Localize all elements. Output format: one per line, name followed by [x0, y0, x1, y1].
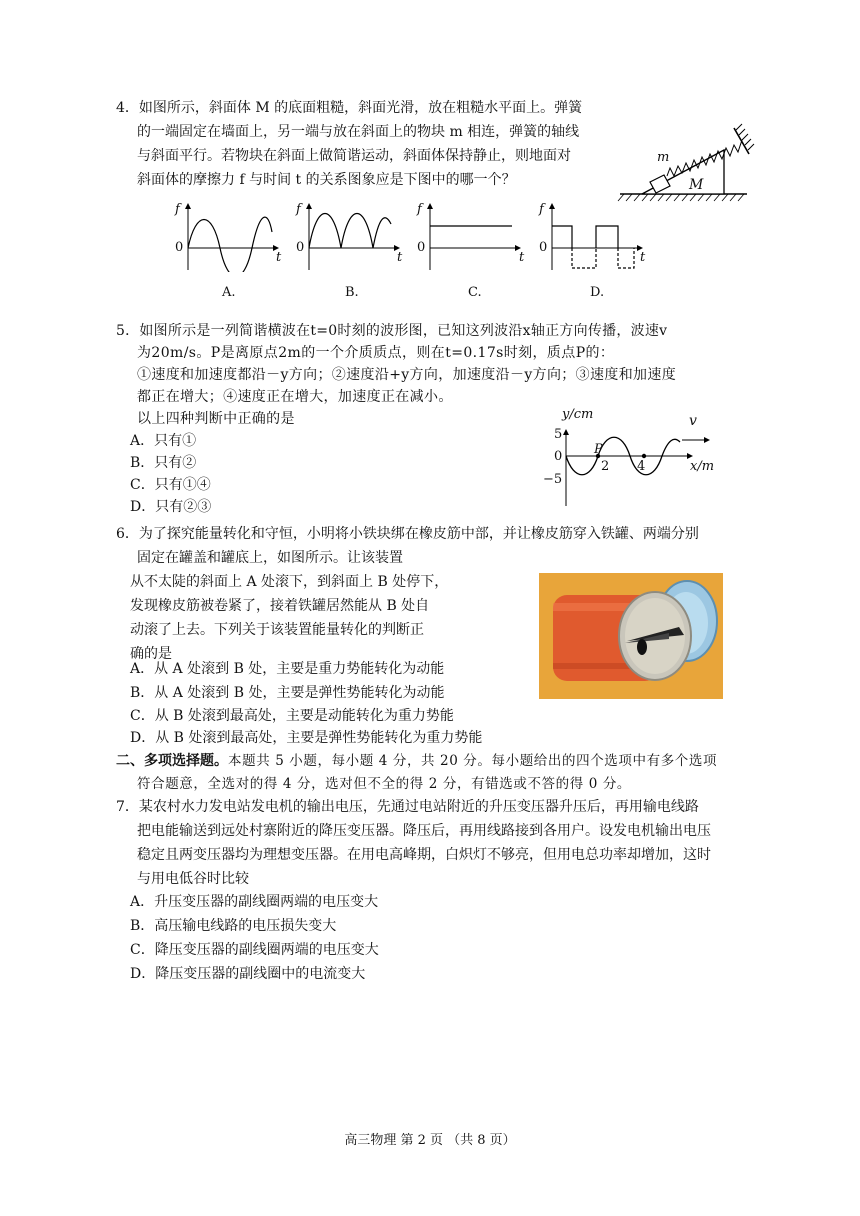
graph-c-x: t: [519, 250, 525, 265]
q6-line-4: 发现橡皮筋被卷紧了，接着铁罐居然能从 B 处自: [130, 598, 430, 614]
q7-line-2: 把电能输送到远处村寨附近的降压变压器。降压后，再用线路接到各用户。设发电机输出电压: [137, 823, 711, 839]
graph-d-x: t: [640, 250, 646, 265]
q4-line-4: 斜面体的摩擦力 f 与时间 t 的关系图象应是下图中的哪一个？: [137, 172, 516, 188]
q5-line-4: 都正在增大；④速度正在增大，加速度正在减小。: [137, 389, 453, 405]
q6-line-5: 动滚了上去。下列关于该装置能量转化的判断正: [130, 622, 424, 638]
option-c-label: C.: [468, 285, 482, 300]
incline-spring-figure: [612, 110, 757, 206]
q5-line-5: 以上四种判断中正确的是: [137, 411, 295, 427]
q5-option-d: D．只有②③: [130, 499, 212, 515]
iron-can-photo: [539, 573, 723, 699]
q6-option-d: D．从 B 处滚到最高处，主要是弹性势能转化为重力势能: [130, 730, 483, 746]
q5-option-c: C．只有①④: [130, 477, 211, 493]
graph-c-origin: 0: [417, 240, 426, 255]
page-footer: 高三物理 第 2 页 （共 8 页）: [344, 1133, 516, 1148]
graph-d-y: f: [539, 202, 544, 217]
q5-line-3: ①速度和加速度都沿－y方向；②速度沿+y方向，加速度沿－y方向；③速度和加速度: [137, 367, 677, 383]
graph-c-y: f: [417, 202, 422, 217]
graph-b: [303, 202, 403, 272]
graph-b-y: f: [296, 202, 301, 217]
graph-b-x: t: [397, 250, 403, 265]
wave-y-0: 0: [554, 449, 563, 464]
q6-option-c: C．从 B 处滚到最高处，主要是动能转化为重力势能: [130, 708, 454, 724]
q4-line-2: 的一端固定在墙面上，另一端与放在斜面上的物块 m 相连，弹簧的轴线: [137, 124, 580, 140]
q6-line-2: 固定在罐盖和罐底上，如图所示。让该装置: [137, 550, 403, 566]
wave-x-tick-2: 2: [601, 459, 610, 474]
q4-line-3: 与斜面平行。若物块在斜面上做简谐运动，斜面体保持静止，则地面对: [137, 148, 571, 164]
graph-b-origin: 0: [296, 240, 305, 255]
q6-line-6: 确的是: [130, 646, 172, 662]
wave-y-neg5: −5: [543, 472, 563, 487]
q7-option-b: B．高压输电线路的电压损失变大: [130, 918, 337, 934]
q7-line-3: 稳定且两变压器均为理想变压器。在用电高峰期，白炽灯不够亮，但用电总功率却增加，这时: [137, 847, 711, 863]
graph-d: [546, 202, 646, 272]
q6-line-3: 从不太陡的斜面上 A 处滚下，到斜面上 B 处停下，: [130, 574, 449, 590]
wave-v-label: v: [689, 413, 697, 429]
wave-x-tick-4: 4: [637, 459, 646, 474]
graph-a-y: f: [175, 202, 180, 217]
section-2-desc-2: 符合题意，全选对的得 4 分，选对但不全的得 2 分，有错选或不答的得 0 分。: [137, 776, 632, 792]
q5-line-2: 为20m/s。P是离原点2m的一个介质质点，则在t=0.17s时刻，质点P的：: [137, 345, 615, 361]
q7-option-c: C．降压变压器的副线圈两端的电压变大: [130, 942, 379, 958]
q7-option-a: A．升压变压器的副线圈两端的电压变大: [130, 894, 379, 910]
option-a-label: A.: [222, 285, 236, 300]
graph-a: [182, 202, 282, 272]
q7-line-4: 与用电低谷时比较: [137, 871, 249, 887]
graph-a-origin: 0: [175, 240, 184, 255]
graph-c: [424, 202, 524, 272]
q7-line-1: 7．某农村水力发电站发电机的输出电压，先通过电站附近的升压变压器升压后，再用输电线路: [116, 799, 699, 815]
option-d-label: D.: [590, 285, 605, 300]
wave-direction-arrow: [680, 434, 712, 446]
q4-line-1: 4．如图所示，斜面体 M 的底面粗糙，斜面光滑，放在粗糙水平面上。弹簧: [116, 100, 583, 116]
section-2-heading: 二、多项选择题。: [116, 753, 228, 769]
wave-y-5: 5: [554, 427, 563, 442]
graph-a-x: t: [276, 250, 282, 265]
wave-point-p: P: [594, 442, 603, 457]
q6-option-b: B．从 A 处滚到 B 处，主要是弹性势能转化为动能: [130, 685, 445, 701]
section-2-header: [116, 750, 717, 772]
q6-line-1: 6．为了探究能量转化和守恒，小明将小铁块绑在橡皮筋中部，并让橡皮筋穿入铁罐、两端分别: [116, 526, 699, 542]
section-2-desc-1: 本题共 5 小题，每小题 4 分，共 20 分。每小题给出的四个选项中有多个选项: [228, 753, 718, 769]
wave-x-label: x/m: [690, 459, 715, 474]
q5-option-b: B．只有②: [130, 455, 197, 471]
wave-y-label: y/cm: [562, 407, 594, 422]
q5-line-1: 5．如图所示是一列简谐横波在t=0时刻的波形图，已知这列波沿x轴正方向传播，波速v: [116, 323, 668, 339]
q7-option-d: D．降压变压器的副线圈中的电流变大: [130, 966, 366, 982]
block-m-label: m: [657, 150, 670, 165]
option-b-label: B.: [345, 285, 359, 300]
q5-option-a: A．只有①: [130, 433, 197, 449]
graph-d-origin: 0: [539, 240, 548, 255]
incline-M-label: M: [689, 177, 704, 193]
q6-option-a: A．从 A 处滚到 B 处，主要是重力势能转化为动能: [130, 661, 445, 677]
